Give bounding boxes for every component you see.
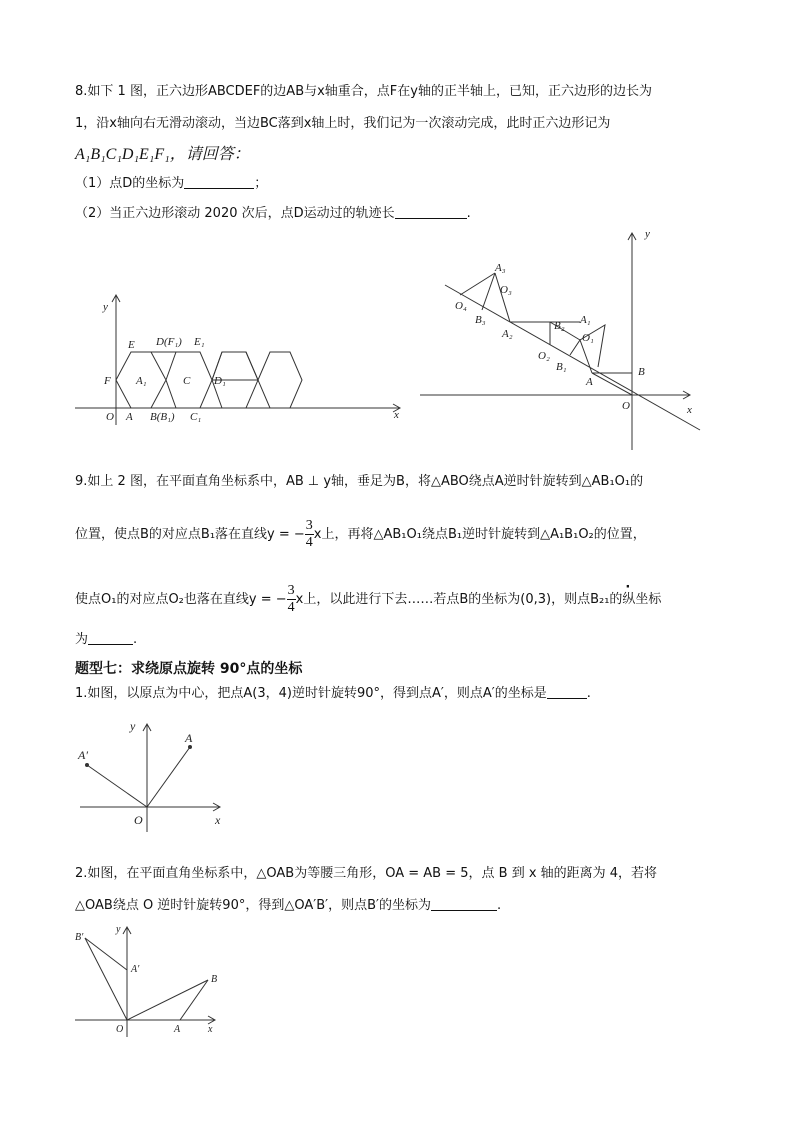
fig1-label-D1: D₁	[214, 375, 226, 387]
fraction-3-4	[287, 583, 296, 616]
answer-blank	[431, 896, 497, 911]
fig2-label-O2: O₂	[538, 350, 550, 362]
fraction-den: 4	[287, 600, 295, 615]
q9-line-3-a: 使点O₁的对应点O₂也落在直线y = −	[75, 592, 287, 607]
q9-emphasis-text: 纵坐标	[622, 592, 662, 607]
fig2-label-x: x	[687, 404, 692, 416]
fig2-label-O1: O₁	[582, 332, 594, 344]
p1-label-y: y	[130, 719, 136, 733]
answer-blank	[395, 204, 467, 219]
q8-subq-2-end: .	[466, 206, 471, 221]
fig2-label-O: O	[622, 400, 630, 412]
fig1-label-E1: E₁	[194, 336, 205, 348]
p2-line-2-text: △OAB绕点 O 逆时针旋转90°，得到△OA′B′，则点B′的坐标为	[75, 898, 431, 913]
fig1-label-y: y	[103, 301, 108, 313]
q9-line-4	[75, 628, 137, 647]
fraction-num: 3	[305, 518, 313, 533]
p1-label-A: A	[185, 731, 193, 745]
p2-line-2	[75, 894, 501, 913]
fig1-label-C1: C₁	[190, 411, 202, 423]
q8-subq-1	[75, 172, 267, 191]
fig2-label-A: A	[586, 376, 593, 388]
p2-label-A: A	[174, 1024, 181, 1035]
fig2-label-B1: B₁	[556, 361, 567, 373]
p2-label-Aprime: A′	[131, 964, 140, 975]
p1-text-a: 1.如图，以原点为中心，把点A(3，4)逆时针旋转90°，得到点A′，则点A′的坐标是	[75, 686, 547, 701]
fraction-num: 3	[287, 583, 295, 598]
figure-rotation-A	[70, 712, 240, 842]
p1-label-Aprime: A′	[78, 748, 88, 762]
q9-line-2	[75, 518, 646, 551]
section-heading: 题型七：求绕原点旋转 90°点的坐标	[75, 661, 303, 677]
fig2-label-A1: A₁	[580, 314, 591, 326]
q8-line-3: A₁B₁C₁D₁E₁F₁，请回答：	[75, 146, 250, 163]
p1-label-x: x	[215, 813, 221, 827]
q9-line-3-b: x上，以此进行下去……若点B的坐标为(0,3)，则点B₂₁的	[295, 592, 623, 607]
fig1-label-C: C	[183, 375, 191, 387]
fig1-label-A1: A₁	[136, 375, 147, 387]
fraction-den: 4	[305, 535, 313, 550]
figure-isosceles-rotation	[70, 922, 230, 1042]
q9-line-4-text: 为	[75, 632, 89, 647]
fig1-label-F: F	[104, 375, 111, 387]
fig1-label-DF1: D(F₁)	[156, 336, 182, 348]
q9-line-2-b: x上，再将△AB₁O₁绕点B₁逆时针旋转到△A₁B₁O₂的位置，	[313, 527, 646, 542]
q8-subq-1-text: （1）点D的坐标为	[75, 176, 185, 191]
p2-label-x: x	[208, 1024, 213, 1035]
fig2-label-y: y	[645, 228, 650, 240]
p2-label-O: O	[116, 1024, 124, 1035]
answer-blank	[547, 684, 587, 699]
q8-subq-2-text: （2）当正六边形滚动 2020 次后，点D运动过的轨迹长	[75, 206, 395, 221]
q8-subq-1-end: ；	[254, 176, 268, 191]
answer-blank	[184, 174, 254, 189]
fig1-label-BB1: B(B₁)	[150, 411, 175, 423]
p2-label-Bprime: B′	[75, 932, 84, 943]
q9-line-1: 9.如上 2 图，在平面直角坐标系中，AB ⊥ y轴，垂足为B，将△ABO绕点A逆时针旋转到△AB₁O₁的	[75, 474, 644, 489]
p2-line-2-end: .	[496, 898, 502, 913]
p1-text	[75, 682, 591, 701]
fig1-label-x: x	[394, 409, 399, 421]
fig2-label-O4: O₄	[455, 300, 467, 312]
figure-rotating-triangle	[420, 225, 710, 455]
q9-line-3	[75, 583, 661, 616]
p2-label-B: B	[211, 974, 218, 985]
fig2-label-B: B	[638, 366, 645, 378]
fig1-label-O: O	[106, 411, 114, 423]
fig2-label-B2: B₂	[554, 320, 565, 332]
fig2-label-A3: A₃	[495, 262, 506, 274]
fig2-label-B3: B₃	[475, 314, 486, 326]
fraction-3-4	[305, 518, 314, 551]
answer-blank	[88, 630, 133, 645]
q8-line-2: 1，沿x轴向右无滑动滚动，当边BC落到x轴上时，我们记为一次滚动完成，此时正六边形记为	[75, 116, 611, 131]
fig2-label-A2: A₂	[502, 328, 513, 340]
p1-label-O: O	[134, 813, 143, 827]
fig1-label-A: A	[126, 411, 133, 423]
figure-hexagon-rolling	[70, 290, 410, 430]
q9-line-4-end: .	[133, 632, 138, 647]
fig2-label-O3: O₃	[500, 284, 512, 296]
p2-line-1: 2.如图，在平面直角坐标系中，△OAB为等腰三角形，OA = AB = 5，点 B 到 x 轴的距离为 4，若将	[75, 866, 658, 881]
q8-subq-2	[75, 202, 471, 221]
fig1-label-E: E	[128, 339, 135, 351]
p2-label-y: y	[116, 924, 121, 935]
q8-line-1: 8.如下 1 图，正六边形ABCDEF的边AB与x轴重合，点F在y轴的正半轴上，已知，正六边形的边长为	[75, 84, 652, 99]
p1-text-end: .	[586, 686, 591, 701]
q9-line-2-a: 位置，使点B的对应点B₁落在直线y = −	[75, 527, 305, 542]
